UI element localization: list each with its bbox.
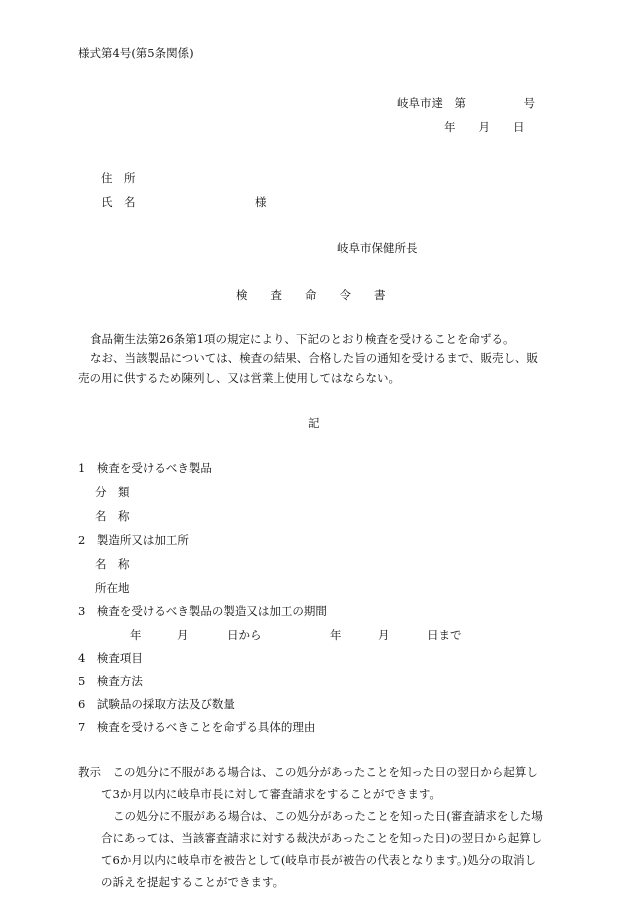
notice-line-5: て6か月以内に岐阜市を被告として(岐阜市長が被告の代表となります。)処分の取消し [101, 853, 537, 867]
body-line-1: 食品衛生法第26条第1項の規定により、下記のとおり検査を受けることを命ずる。 [90, 332, 515, 346]
notice-line-3: この処分に不服がある場合は、この処分があったことを知った日(審査請求をした場 [113, 809, 543, 823]
item-5: 5 検査方法 [78, 674, 143, 688]
period-month-start: 月 [177, 628, 189, 642]
period-day-end: 日まで [427, 628, 462, 642]
period-year-end: 年 [330, 628, 342, 642]
item-1-name: 名 称 [95, 509, 130, 523]
item-7: 7 検査を受けるべきことを命ずる具体的理由 [78, 720, 316, 734]
issuer: 岐阜市保健所長 [337, 241, 418, 255]
period-year-start: 年 [130, 628, 142, 642]
item-2-location: 所在地 [95, 581, 130, 595]
ki-heading: 記 [308, 416, 320, 430]
item-1-category: 分 類 [95, 485, 130, 499]
notice-line-1: 教示 この処分に不服がある場合は、この処分があったことを知った日の翌日から起算し [78, 765, 538, 779]
item-1: 1 検査を受けるべき製品 [78, 461, 212, 475]
form-label: 様式第4号(第5条関係) [78, 46, 194, 60]
body-line-2: なお、当該製品については、検査の結果、合格した旨の通知を受けるまで、販売し、販 [90, 351, 539, 365]
document-title: 検 査 命 令 書 [236, 288, 386, 302]
item-6: 6 試験品の採取方法及び数量 [78, 697, 235, 711]
name-label: 氏 名 [101, 195, 136, 209]
honorific: 様 [255, 195, 267, 209]
document-date: 年 月 日 [444, 120, 525, 134]
notice-line-6: の訴えを提起することができます。 [101, 875, 285, 889]
document-number: 岐阜市達 第 号 [397, 96, 535, 110]
address-label: 住 所 [101, 171, 136, 185]
notice-line-2: て3か月以内に岐阜市長に対して審査請求をすることができます。 [101, 787, 441, 801]
item-2-name: 名 称 [95, 557, 130, 571]
item-3: 3 検査を受けるべき製品の製造又は加工の期間 [78, 604, 327, 618]
item-4: 4 検査項目 [78, 651, 143, 665]
period-month-end: 月 [378, 628, 390, 642]
notice-line-4: 合にあっては、当該審査請求に対する裁決があったことを知った日)の翌日から起算し [101, 831, 543, 845]
item-2: 2 製造所又は加工所 [78, 533, 189, 547]
body-line-3: 売の用に供するため陳列し、又は営業上使用してはならない。 [78, 371, 400, 385]
period-day-start: 日から [227, 628, 262, 642]
